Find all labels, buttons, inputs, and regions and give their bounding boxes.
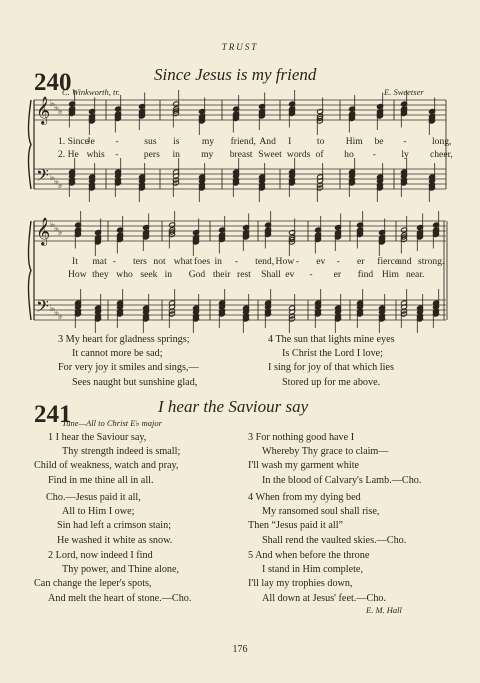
stanza-line: Shall rend the vaulted skies.—Cho. <box>262 534 407 546</box>
stanza-line: I sing for joy of that which lies <box>268 362 394 374</box>
lyric-syllable: 1. Since <box>58 136 89 147</box>
lyric-syllable: cheer, <box>430 149 453 160</box>
lyric-syllable: Him <box>345 136 363 147</box>
stanza-line: Stored up for me above. <box>282 376 381 388</box>
lyrics-system1-verse2 <box>0 149 480 161</box>
lyric-syllable: tend, <box>255 256 275 267</box>
running-head: TRUST <box>221 42 259 52</box>
lyric-syllable: Shall <box>261 269 281 280</box>
hymn-number-240: 240 <box>34 69 72 96</box>
stanza-line: Cho.—Jesus paid it all, <box>46 492 141 503</box>
flat-icon: ♭ <box>54 308 59 318</box>
stanza-line: I'll wash my garment white <box>248 460 360 472</box>
stanza-line: Thy strength indeed is small; <box>62 446 181 458</box>
flat-icon: ♭ <box>50 173 55 183</box>
stanza-line: It cannot more be sad; <box>72 348 163 360</box>
lyric-syllable: - <box>336 256 340 267</box>
stanza-line: 5 And when before the throne <box>248 550 370 561</box>
lyric-syllable: my <box>201 136 215 147</box>
lyric-syllable: in <box>172 149 180 160</box>
stanza-line: 1 I hear the Saviour say, <box>48 432 147 443</box>
stanza-line: Child of weakness, watch and pray, <box>34 460 179 472</box>
stanza-line: 4 When from my dying bed <box>248 492 361 503</box>
lyrics-system2-verse1 <box>0 256 480 268</box>
flat-icon: ♭ <box>50 99 55 109</box>
lyric-syllable: to <box>316 136 325 147</box>
flat-icon: ♭ <box>54 177 59 187</box>
lyric-syllable: - <box>115 149 119 160</box>
stanza-line: Thy power, and Thine alone, <box>62 564 180 576</box>
lyric-syllable: is <box>173 136 180 147</box>
stanza-line: Is Christ the Lord I love; <box>282 348 384 360</box>
lyric-syllable: God <box>188 269 206 280</box>
stanza-line: I stand in Him complete, <box>262 564 364 576</box>
stanza-line: I'll lay my trophies down, <box>248 578 353 590</box>
lyric-syllable: seek <box>140 269 158 280</box>
lyric-syllable: long, <box>432 136 452 147</box>
stanza-line: My ransomed soul shall rise, <box>262 506 380 518</box>
lyric-syllable: who <box>116 269 133 280</box>
lyric-syllable: ho <box>344 149 354 160</box>
lyric-syllable: It <box>72 256 78 267</box>
flat-icon: ♭ <box>58 107 63 117</box>
stanza-line: Can change the leper's spots, <box>34 578 152 590</box>
stanza-line: In the blood of Calvary's Lamb.—Cho. <box>262 474 422 486</box>
lyric-syllable: - <box>234 256 239 267</box>
lyric-syllable: breast <box>229 149 253 160</box>
lyric-syllable: they <box>92 269 109 280</box>
lyric-syllable: Je <box>86 136 95 147</box>
lyric-syllable: find <box>357 269 374 280</box>
lyric-syllable: mat <box>92 256 107 267</box>
lyric-syllable: whis <box>86 149 105 160</box>
hymn-title-240: Since Jesus is my friend <box>154 65 317 84</box>
lyric-syllable: be <box>374 136 384 147</box>
stanza-line: 3 My heart for gladness springs; <box>58 334 190 345</box>
lyric-syllable: And <box>259 136 276 147</box>
hymn241-chorus <box>46 491 172 548</box>
translator-credit: C. Winkworth, tr. <box>62 87 120 97</box>
hymn-number-241: 241 <box>34 401 72 428</box>
lyric-syllable: rest <box>237 269 251 280</box>
stanza-line: Then “Jesus paid it all” <box>248 520 344 532</box>
lyrics-system2-verse2 <box>0 269 480 281</box>
hymn241-stanza3 <box>234 431 421 488</box>
lyric-syllable: and <box>397 256 412 267</box>
lyrics-system1-verse1 <box>0 136 480 148</box>
lyric-syllable: Him <box>381 269 399 280</box>
lyric-syllable: strong. <box>418 256 445 267</box>
lyric-syllable: How <box>275 256 295 267</box>
lyric-syllable: ev <box>285 269 295 280</box>
hymn241-stanza2 <box>34 549 191 606</box>
lyric-syllable: Sweet <box>258 149 282 160</box>
hymn241-stanza4 <box>234 491 406 548</box>
flat-icon: ♭ <box>58 312 63 322</box>
lyric-syllable: - <box>115 136 119 147</box>
lyric-syllable: - <box>112 256 116 267</box>
composer-credit: E. Sweetser <box>384 87 424 97</box>
lyric-syllable: - <box>403 136 407 147</box>
lyric-syllable: How <box>68 269 87 280</box>
lyric-syllable: ev <box>316 256 326 267</box>
stanza-line: All down at Jesus' feet.—Cho. <box>262 592 387 604</box>
lyric-syllable: pers <box>143 149 160 160</box>
stanza-line: 4 The sun that lights mine eyes <box>268 334 395 345</box>
tune-note: Tune—All to Christ E♭ major <box>62 418 162 428</box>
hymn-title-241: I hear the Saviour say <box>158 397 309 416</box>
lyric-syllable: ly <box>401 149 409 160</box>
stanza-line: Sees naught but sunshine glad, <box>72 376 198 388</box>
stanza-line: All to Him I owe; <box>62 506 135 518</box>
lyric-syllable: friend, <box>230 136 256 147</box>
bass-clef-icon: 𝄢 <box>36 165 49 189</box>
stanza-line: Sin had left a crimson stain; <box>57 520 172 532</box>
lyric-syllable: er <box>356 256 365 267</box>
flat-icon: ♭ <box>54 224 59 234</box>
bass-clef-icon: 𝄢 <box>36 296 49 320</box>
lyric-syllable: I <box>288 136 292 147</box>
lyric-syllable: my <box>201 149 214 160</box>
treble-clef-icon: 𝄞 <box>36 96 51 124</box>
flat-icon: ♭ <box>58 228 63 238</box>
stanza-line: Whereby Thy grace to claim— <box>262 446 389 458</box>
lyric-syllable: in <box>214 256 222 267</box>
lyric-syllable: not <box>153 256 166 267</box>
lyric-syllable: fierce <box>377 256 400 267</box>
lyric-syllable: near. <box>406 269 425 280</box>
flat-icon: ♭ <box>50 220 55 230</box>
stanza-line: He washed it white as snow. <box>57 534 173 546</box>
flat-icon: ♭ <box>54 103 59 113</box>
hymn241-author: E. M. Hall <box>366 605 402 615</box>
flat-icon: ♭ <box>50 304 55 314</box>
lyric-syllable: 2. He <box>58 149 79 160</box>
stanza-line: Find in me thine all in all. <box>48 474 154 486</box>
lyric-syllable: in <box>164 269 173 280</box>
lyric-syllable: - <box>372 149 376 160</box>
stanza-line: 3 For nothing good have I <box>248 432 355 443</box>
hymn240-stanza4 <box>268 333 395 390</box>
treble-clef-icon: 𝄞 <box>36 217 51 245</box>
lyric-syllable: their <box>212 269 231 280</box>
stanza-line: And melt the heart of stone.—Cho. <box>48 592 192 604</box>
lyric-syllable: - <box>309 269 313 280</box>
lyric-syllable: words <box>286 149 311 160</box>
lyric-syllable: ters <box>133 256 147 267</box>
hymn241-stanza1 <box>34 431 180 488</box>
lyric-syllable: foes <box>194 256 211 267</box>
hymn241-stanza5 <box>234 549 386 606</box>
hymn240-stanza3 <box>58 333 199 390</box>
lyric-syllable: er <box>333 269 342 280</box>
page-number: 176 <box>232 644 248 655</box>
lyric-syllable: of <box>315 149 324 160</box>
lyric-syllable: - <box>295 256 300 267</box>
stanza-line: For very joy it smiles and sings,— <box>58 362 199 374</box>
lyric-syllable: what <box>173 256 193 267</box>
stanza-line: 2 Lord, now indeed I find <box>48 550 153 561</box>
flat-icon: ♭ <box>58 181 63 191</box>
lyric-syllable: sus <box>144 136 157 147</box>
